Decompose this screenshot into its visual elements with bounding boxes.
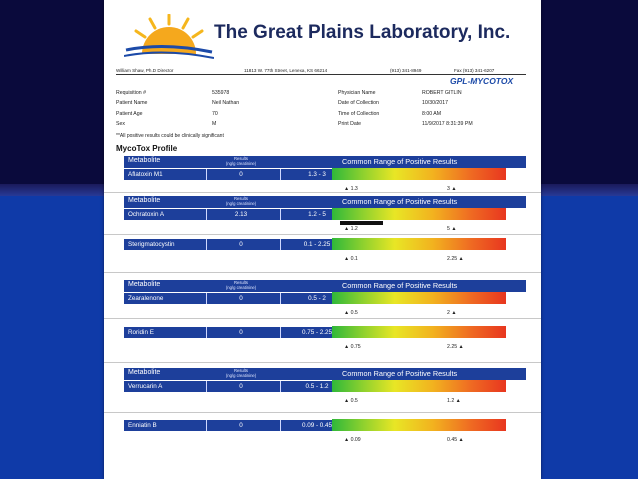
column-divider (206, 209, 207, 220)
patient-age-value: 70 (212, 111, 218, 117)
metabolite-header: Metabolite (128, 197, 161, 204)
result-marker-bar (340, 221, 383, 225)
results-header-label: Results (ng/g creatinine) (225, 196, 257, 206)
print-date-label: Print Date (338, 121, 362, 127)
result-value: 0 (239, 328, 243, 336)
section-separator (104, 362, 541, 363)
sex-label: Sex (116, 121, 125, 127)
column-divider (206, 420, 207, 431)
metabolite-name: Roridin E (128, 328, 154, 336)
metabolite-header: Metabolite (128, 369, 161, 376)
profile-title: MycoTox Profile (116, 144, 178, 153)
section-separator (104, 272, 541, 273)
metabolite-name: Aflatoxin M1 (128, 170, 163, 178)
results-header-label: Results (ng/g creatinine) (225, 156, 257, 166)
range-high-tick: 2.25 ▲ (447, 256, 464, 262)
section-separator (104, 412, 541, 413)
range-low-tick: ▲ 0.75 (344, 344, 361, 350)
positive-range: 0.5 - 2 (308, 294, 326, 302)
range-high-tick: 3 ▲ (447, 186, 457, 192)
common-range-header: Common Range of Positive Results (342, 197, 458, 206)
positive-range: 0.75 - 2.25 (301, 328, 333, 336)
range-high-tick: 0.45 ▲ (447, 437, 464, 443)
results-header (124, 280, 526, 292)
patient-name-label: Patient Name (116, 100, 148, 106)
results-header-label: Results (ng/g creatinine) (225, 368, 257, 378)
positive-range-gradient-bar (332, 419, 506, 431)
common-range-header: Common Range of Positive Results (342, 157, 458, 166)
collection-time-label: Time of Collection (338, 111, 380, 117)
range-low-tick: ▲ 0.5 (344, 398, 358, 404)
column-divider (280, 381, 281, 392)
print-date-value: 11/9/2017 8:31:39 PM (422, 121, 473, 127)
requisition-value: 535978 (212, 90, 230, 96)
metabolite-header: Metabolite (128, 157, 161, 164)
positive-range-gradient-bar (332, 326, 506, 338)
clinical-note: **All positive results could be clinically significant (116, 133, 224, 139)
column-divider (206, 239, 207, 250)
sex-value: M (212, 121, 217, 127)
range-high-tick: 2.25 ▲ (447, 344, 464, 350)
address: 11813 W. 77th Street, Lenexa, KS 66214 (244, 68, 328, 73)
result-row (124, 327, 352, 338)
range-high-tick: 1.2 ▲ (447, 398, 461, 404)
result-value: 2.13 (234, 210, 248, 218)
phone: (913) 341-8949 (390, 68, 422, 73)
positive-range: 0.5 - 1.2 (305, 382, 329, 390)
section-separator (104, 234, 541, 235)
range-high-tick: 5 ▲ (447, 226, 457, 232)
metabolite-header: Metabolite (128, 281, 161, 288)
requisition-label: Requisition # (116, 90, 146, 96)
section-separator (104, 318, 541, 319)
collection-time-value: 8:00 AM (422, 111, 442, 117)
results-header (124, 196, 526, 208)
positive-range-gradient-bar (332, 238, 506, 250)
column-divider (280, 293, 281, 304)
patient-age-label: Patient Age (116, 111, 143, 117)
column-divider (280, 239, 281, 250)
physician-label: Physician Name (338, 90, 376, 96)
positive-range: 1.3 - 3 (308, 170, 326, 178)
collection-date-value: 10/30/2017 (422, 100, 448, 106)
result-value: 0 (239, 240, 243, 248)
range-low-tick: ▲ 0.5 (344, 310, 358, 316)
results-header (124, 156, 526, 168)
result-row (124, 420, 352, 431)
range-high-tick: 2 ▲ (447, 310, 457, 316)
physician-value: ROBERT GITLIN (422, 90, 462, 96)
common-range-header: Common Range of Positive Results (342, 281, 458, 290)
sun-logo-icon (124, 14, 214, 60)
common-range-header: Common Range of Positive Results (342, 369, 458, 378)
result-row (124, 169, 352, 180)
metabolite-name: Enniatin B (128, 421, 157, 429)
positive-range: 0.1 - 2.25 (303, 240, 331, 248)
collection-date-label: Date of Collection (338, 100, 379, 106)
result-row (124, 209, 352, 220)
range-low-tick: ▲ 0.09 (344, 437, 361, 443)
positive-range-gradient-bar (332, 292, 506, 304)
header-divider (116, 74, 526, 75)
director: William Shaw, Ph.D Director (116, 68, 174, 73)
lab-name: The Great Plains Laboratory, Inc. (214, 22, 511, 43)
positive-range-gradient-bar (332, 380, 506, 392)
column-divider (206, 327, 207, 338)
column-divider (280, 169, 281, 180)
result-value: 0 (239, 421, 243, 429)
column-divider (206, 293, 207, 304)
column-divider (280, 209, 281, 220)
results-header (124, 368, 526, 380)
column-divider (206, 381, 207, 392)
section-separator (104, 192, 541, 193)
result-row (124, 239, 352, 250)
positive-range: 1.2 - 5 (308, 210, 326, 218)
fax: Fax (913) 341-6207 (454, 68, 495, 73)
range-low-tick: ▲ 1.3 (344, 186, 358, 192)
metabolite-name: Ochratoxin A (128, 210, 165, 218)
column-divider (206, 169, 207, 180)
metabolite-name: Verrucarin A (128, 382, 163, 390)
result-row (124, 381, 352, 392)
result-value: 0 (239, 170, 243, 178)
results-header-label: Results (ng/g creatinine) (225, 280, 257, 290)
column-divider (280, 420, 281, 431)
range-low-tick: ▲ 0.1 (344, 256, 358, 262)
positive-range-gradient-bar (332, 208, 506, 220)
result-value: 0 (239, 294, 243, 302)
positive-range: 0.09 - 0.45 (301, 421, 333, 429)
positive-range-gradient-bar (332, 168, 506, 180)
metabolite-name: Zearalenone (128, 294, 164, 302)
result-row (124, 293, 352, 304)
metabolite-name: Sterigmatocystin (128, 240, 175, 248)
column-divider (280, 327, 281, 338)
range-low-tick: ▲ 1.2 (344, 226, 358, 232)
patient-name-value: Neil Nathan (212, 100, 240, 106)
product-logo: GPL-MYCOTOX (450, 76, 514, 86)
lab-report-document (104, 0, 541, 479)
result-value: 0 (239, 382, 243, 390)
